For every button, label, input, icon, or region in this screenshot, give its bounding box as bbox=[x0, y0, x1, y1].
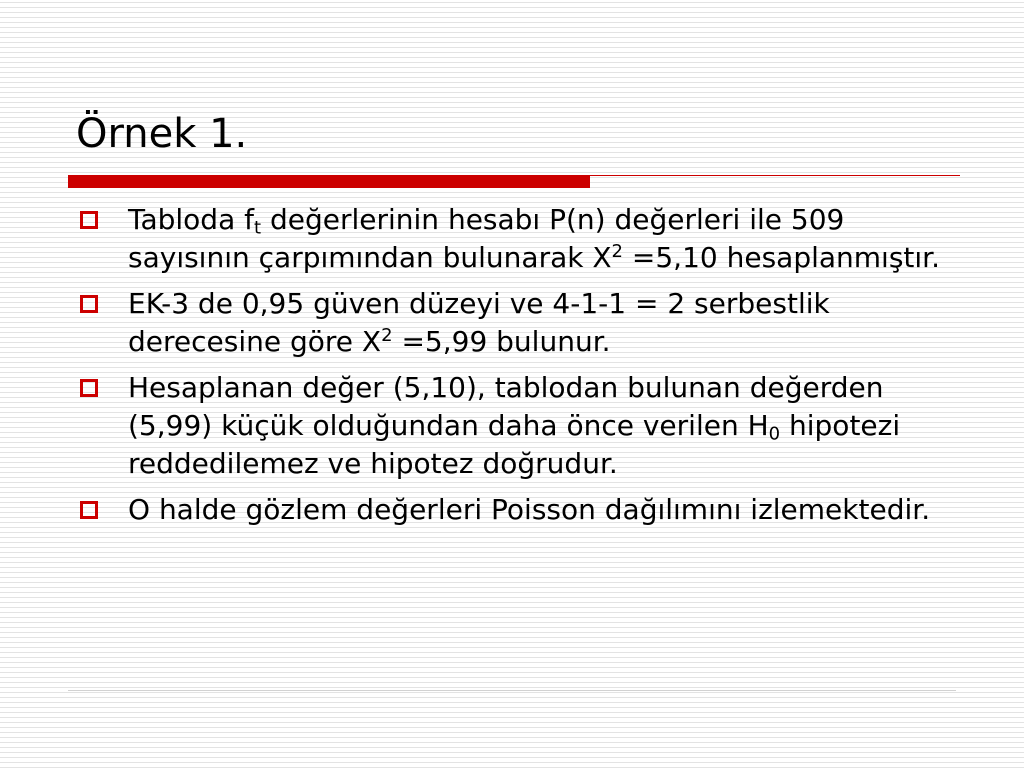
bullet-3-text-part-2: hipotezi reddedilemez ve hipotez doğrudur. bbox=[128, 409, 901, 480]
bullet-1-subscript-t: t bbox=[254, 217, 262, 239]
hollow-square-icon bbox=[80, 379, 98, 397]
hollow-square-icon bbox=[80, 295, 98, 313]
bullet-3-text-part-1: Hesaplanan değer (5,10), tablodan bulunan değerden (5,99) küçük olduğundan daha önce verilen H bbox=[128, 371, 884, 442]
bullet-item-4 bbox=[76, 491, 956, 529]
bullet-3-subscript-0: 0 bbox=[768, 423, 781, 445]
footer-divider bbox=[68, 690, 956, 691]
bullet-2-superscript-2: 2 bbox=[381, 325, 393, 347]
hollow-square-icon bbox=[80, 211, 98, 229]
bullet-list bbox=[76, 201, 956, 537]
bullet-item-1 bbox=[76, 201, 956, 277]
bullet-2-text-part-2: =5,99 bulunur. bbox=[392, 325, 611, 358]
title-underline-accent-bar bbox=[68, 175, 590, 188]
bullet-1-text-part-2: değerlerinin hesabı P(n) değerleri ile 509 sayısının çarpımından bulunarak X bbox=[128, 203, 845, 274]
bullet-2-text-part-1: EK-3 de 0,95 güven düzeyi ve 4-1-1 = 2 serbestlik derecesine göre X bbox=[128, 287, 830, 358]
bullet-1-superscript-2: 2 bbox=[611, 241, 623, 263]
bullet-item-2 bbox=[76, 285, 956, 361]
bullet-1-text-part-1: Tabloda f bbox=[128, 203, 254, 236]
bullet-1-text-part-3: =5,10 hesaplanmıştır. bbox=[623, 241, 941, 274]
bullet-item-3 bbox=[76, 369, 956, 483]
bullet-4-text: O halde gözlem değerleri Poisson dağılımını izlemektedir. bbox=[128, 493, 931, 526]
hollow-square-icon bbox=[80, 501, 98, 519]
slide-title: Örnek 1. bbox=[76, 111, 248, 157]
